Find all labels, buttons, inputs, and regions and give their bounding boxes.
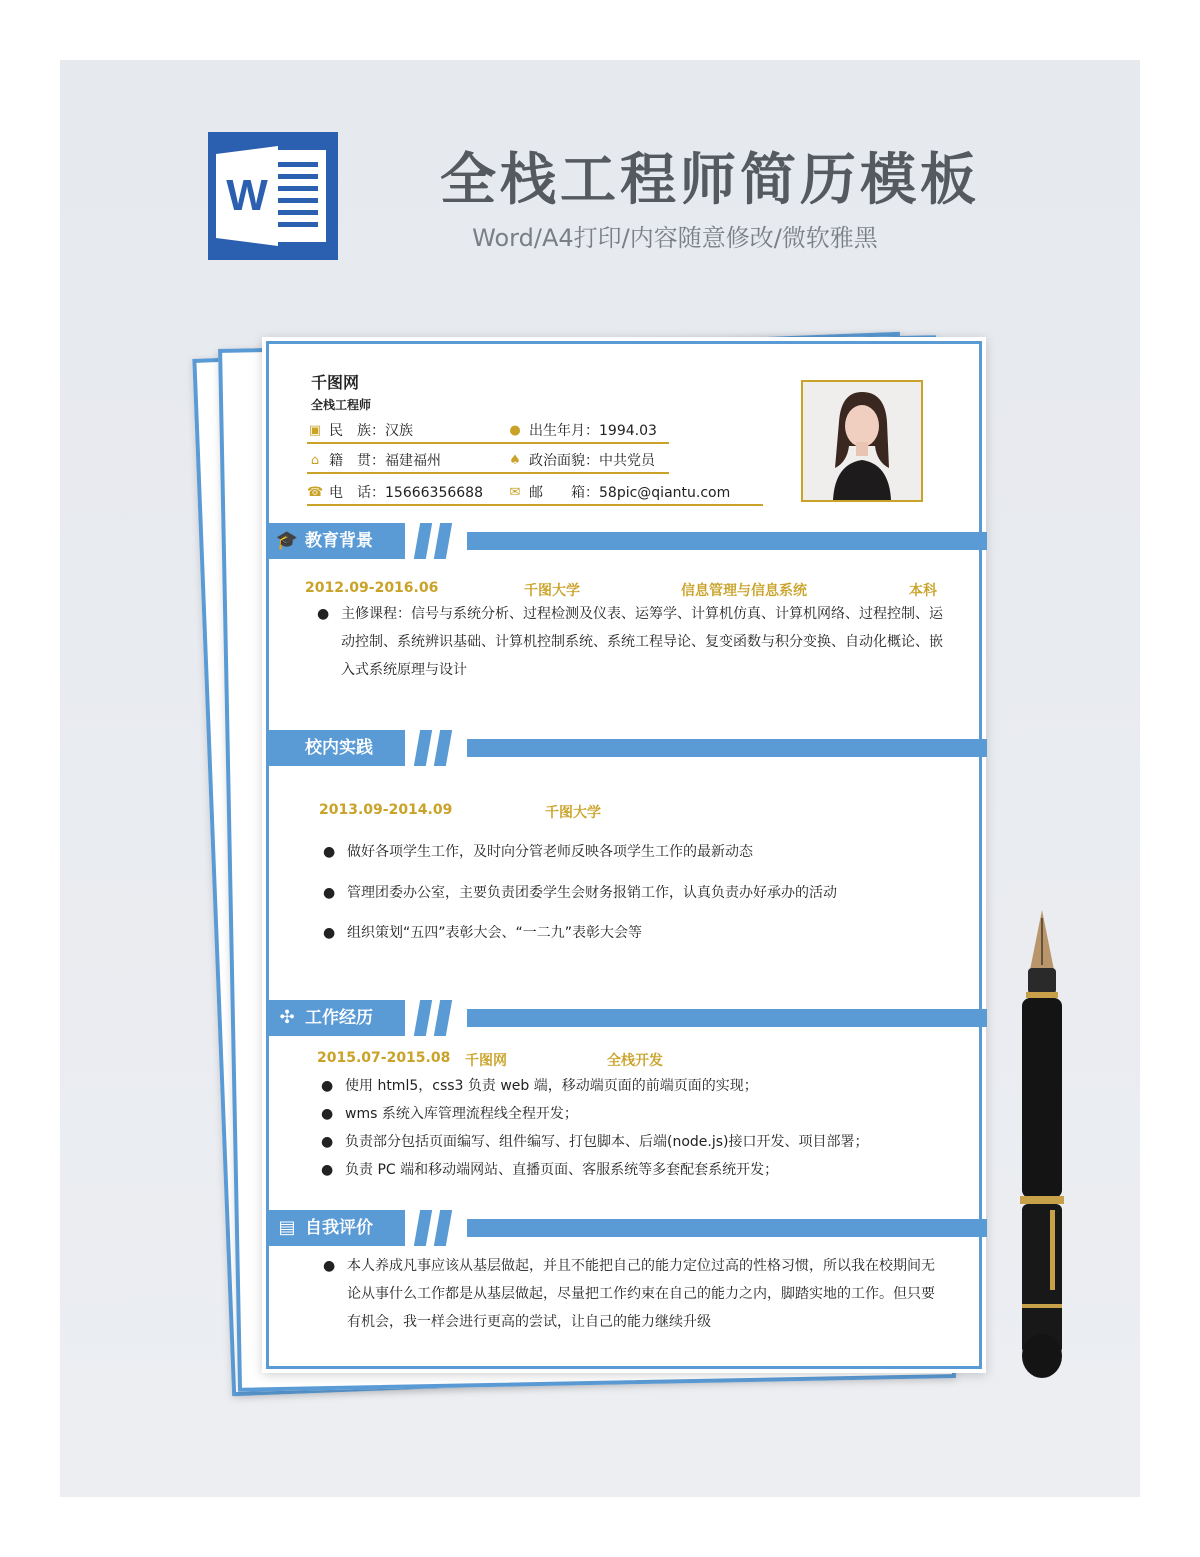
section-education-title: 教育背景 [305, 531, 373, 551]
ethnicity-label: 民 族： [329, 423, 385, 439]
work-item-text: 负责部分包括页面编写、组件编写、打包脚本、后端(node.js)接口开发、项目部署； [345, 1134, 869, 1150]
section-work-header [269, 1000, 987, 1036]
info-divider-3 [307, 504, 763, 506]
stripe-1 [414, 1000, 432, 1036]
section-campus-tab [269, 730, 405, 766]
political-item [507, 450, 655, 470]
birth-label: 出生年月： [529, 423, 599, 439]
section-education-header [269, 523, 987, 559]
bullet-dot: ● [323, 844, 336, 860]
courses-line-3: 入式系统原理与设计 [341, 662, 467, 678]
resume-paper [262, 337, 986, 1373]
mail-icon: ✉ [509, 485, 521, 500]
political-value: 中共党员 [599, 453, 655, 469]
campus-item-text: 管理团委办公室，主要负责团委学生会财务报销工作，认真负责办好承办的活动 [347, 885, 837, 901]
bullet-dot: ● [323, 925, 336, 941]
email-label: 邮 箱： [529, 485, 599, 501]
education-courses [317, 600, 961, 684]
phone-label: 电 话： [329, 485, 385, 501]
resume-name: 千图网 [311, 373, 360, 392]
section-work-tab [269, 1000, 405, 1036]
education-school: 千图大学 [524, 583, 580, 599]
section-campus-header [269, 730, 987, 766]
work-item-text: wms 系统入库管理流程线全程开发； [345, 1106, 578, 1122]
profile-photo [801, 380, 923, 502]
home-icon: ⌂ [310, 453, 320, 468]
campus-org: 千图大学 [545, 805, 601, 821]
ethnicity-value: 汉族 [385, 423, 413, 439]
courses-line-1: 主修课程：信号与系统分析、过程检测及仪表、运筹学、计算机仿真、计算机网络、过程控制、运 [341, 606, 943, 622]
info-row-3 [307, 478, 763, 506]
work-item-text: 负责 PC 端和移动端网站、直播页面、客服系统等多套配套系统开发； [345, 1162, 779, 1178]
campus-period: 2013.09-2014.09 [319, 802, 453, 818]
birth-item [507, 420, 657, 440]
self-line-1: 本人养成凡事应该从基层做起，并且不能把自己的能力定位过高的性格习惯，所以我在校期间无 [347, 1258, 935, 1274]
campus-item-text: 做好各项学生工作，及时向分管老师反映各项学生工作的最新动态 [347, 844, 753, 860]
section-education-tab [269, 523, 405, 559]
work-item-text: 使用 html5，css3 负责 web 端，移动端页面的前端页面的实现； [345, 1078, 758, 1094]
self-evaluation [323, 1252, 959, 1336]
campus-item-1 [323, 838, 947, 866]
education-period: 2012.09-2016.06 [305, 580, 439, 596]
courses-line-2: 动控制、系统辨识基础、计算机控制系统、系统工程导论、复变函数与积分变换、自动化概论、嵌 [341, 634, 943, 650]
fountain-pen-icon [1014, 910, 1070, 1380]
page-title: 全栈工程师简历模板 [440, 148, 980, 213]
page-subtitle: Word/A4打印/内容随意修改/微软雅黑 [472, 224, 878, 252]
section-bar [467, 739, 987, 757]
info-row-2 [307, 446, 669, 474]
bullet-dot: ● [317, 606, 330, 622]
work-role: 全栈开发 [607, 1053, 663, 1069]
bullet-dot: ● [321, 1134, 334, 1150]
stripe-2 [434, 1000, 452, 1036]
section-campus-title: 校内实践 [305, 738, 373, 758]
svg-text:W: W [226, 171, 268, 220]
section-self-title: 自我评价 [305, 1218, 373, 1238]
education-major: 信息管理与信息系统 [681, 583, 807, 599]
campus-item-text: 组织策划“五四”表彰大会、“一二九”表彰大会等 [347, 925, 643, 941]
phone-item [307, 482, 483, 502]
native-label: 籍 贯： [329, 453, 385, 469]
person-icon: ● [509, 423, 521, 438]
work-item-2 [321, 1100, 955, 1128]
section-bar [467, 1009, 987, 1027]
section-self-header [269, 1210, 987, 1246]
native-value: 福建福州 [385, 453, 441, 469]
self-line-2: 论从事什么工作都是从基层做起，尽量把工作约束在自己的能力之内，脚踏实地的工作。但只要 [347, 1286, 935, 1302]
birth-value: 1994.03 [599, 423, 657, 439]
phone-icon: ☎ [307, 485, 324, 500]
notebook-icon: ▤ [278, 1217, 296, 1238]
political-label: 政治面貌： [529, 453, 599, 469]
stripe-1 [414, 523, 432, 559]
work-item-1 [321, 1072, 955, 1100]
leaf-icon: ♠ [509, 453, 521, 468]
graduation-cap-icon: 🎓 [275, 530, 299, 551]
work-period: 2015.07-2015.08 [317, 1050, 451, 1066]
section-bar [467, 532, 987, 550]
info-divider-2 [307, 472, 669, 474]
self-line-3: 有机会，我一样会进行更高的尝试，让自己的能力继续升级 [347, 1314, 711, 1330]
section-bar [467, 1219, 987, 1237]
bullet-dot: ● [321, 1106, 334, 1122]
bullet-dot: ● [321, 1162, 334, 1178]
bullet-dot: ● [321, 1078, 334, 1094]
section-self-tab [269, 1210, 405, 1246]
stripe-1 [414, 730, 432, 766]
stripe-2 [434, 1210, 452, 1246]
info-divider-1 [307, 442, 669, 444]
bullet-dot: ● [323, 1258, 336, 1274]
section-work-title: 工作经历 [305, 1008, 373, 1028]
briefcase-icon: ✣ [279, 1007, 295, 1028]
work-item-4 [321, 1156, 955, 1184]
campus-item-2 [323, 879, 947, 907]
stripe-1 [414, 1210, 432, 1246]
bullet-dot: ● [323, 885, 336, 901]
education-degree: 本科 [909, 583, 937, 599]
profile-photo-image [803, 382, 921, 500]
email-item [507, 482, 730, 502]
stripe-2 [434, 730, 452, 766]
work-item-3 [321, 1128, 955, 1156]
phone-value: 15666356688 [385, 485, 483, 501]
id-card-icon: ▣ [308, 423, 322, 438]
campus-item-3 [323, 919, 947, 947]
stripe-2 [434, 523, 452, 559]
ethnicity-item [307, 420, 413, 440]
email-value: 58pic@qiantu.com [599, 485, 731, 501]
info-row-1 [307, 416, 669, 444]
resume-position: 全栈工程师 [311, 398, 372, 412]
work-company: 千图网 [465, 1053, 507, 1069]
word-icon [208, 132, 338, 260]
native-item [307, 450, 441, 470]
resume-border [266, 341, 982, 1369]
